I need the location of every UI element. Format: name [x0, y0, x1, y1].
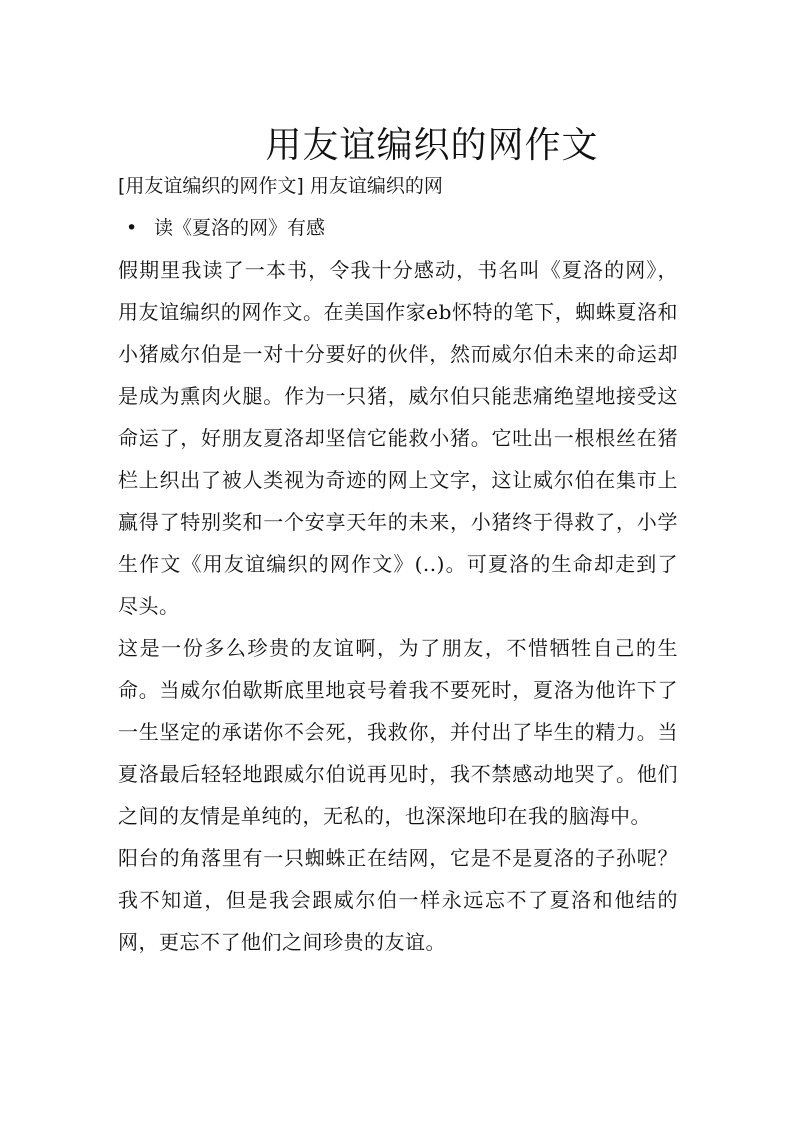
paragraph-3: 阳台的角落里有一只蜘蛛正在结网，它是不是夏洛的子孙呢？我不知道，但是我会跟威尔伯一样永远忘不了夏洛和他结的网，更忘不了他们之间珍贵的友谊。 — [118, 846, 678, 954]
bullet-icon: • — [126, 217, 138, 239]
document-subtitle: [用友谊编织的网作文] 用友谊编织的网 — [118, 175, 443, 197]
bullet-item-text: 读《夏洛的网》有感 — [154, 217, 326, 239]
bullet-list-item — [118, 207, 678, 249]
document-title: 用友谊编织的网作文 — [265, 125, 599, 167]
document-body — [118, 165, 678, 963]
paragraph-1: 假期里我读了一本书，令我十分感动，书名叫《夏洛的网》，用友谊编织的网作文。在美国作家eb怀特的笔下，蜘蛛夏洛和小猪威尔伯是一对十分要好的伙伴，然而威尔伯未来的命运却是成为熏肉火腿。作为一只猪，威尔伯只能悲痛绝望地接受这命运了，好朋友夏洛却坚信它能救小猪。它吐出一根根丝在猪栏上织出了被人类视为奇迹的网上文字，这让威尔伯在集市上赢得了特别奖和一个安享天年的未来，小猪终于得救了，小学生作文《用友谊编织的网作文》(..)。可夏洛的生命却走到了尽头。 — [118, 258, 678, 618]
paragraph-2: 这是一份多么珍贵的友谊啊，为了朋友，不惜牺牲自己的生命。当威尔伯歇斯底里地哀号着我不要死时，夏洛为他许下了一生坚定的承诺你不会死，我救你，并付出了毕生的精力。当夏洛最后轻轻地跟威尔伯说再见时，我不禁感动地哭了。他们之间的友情是单纯的，无私的，也深深地印在我的脑海中。 — [118, 636, 678, 828]
